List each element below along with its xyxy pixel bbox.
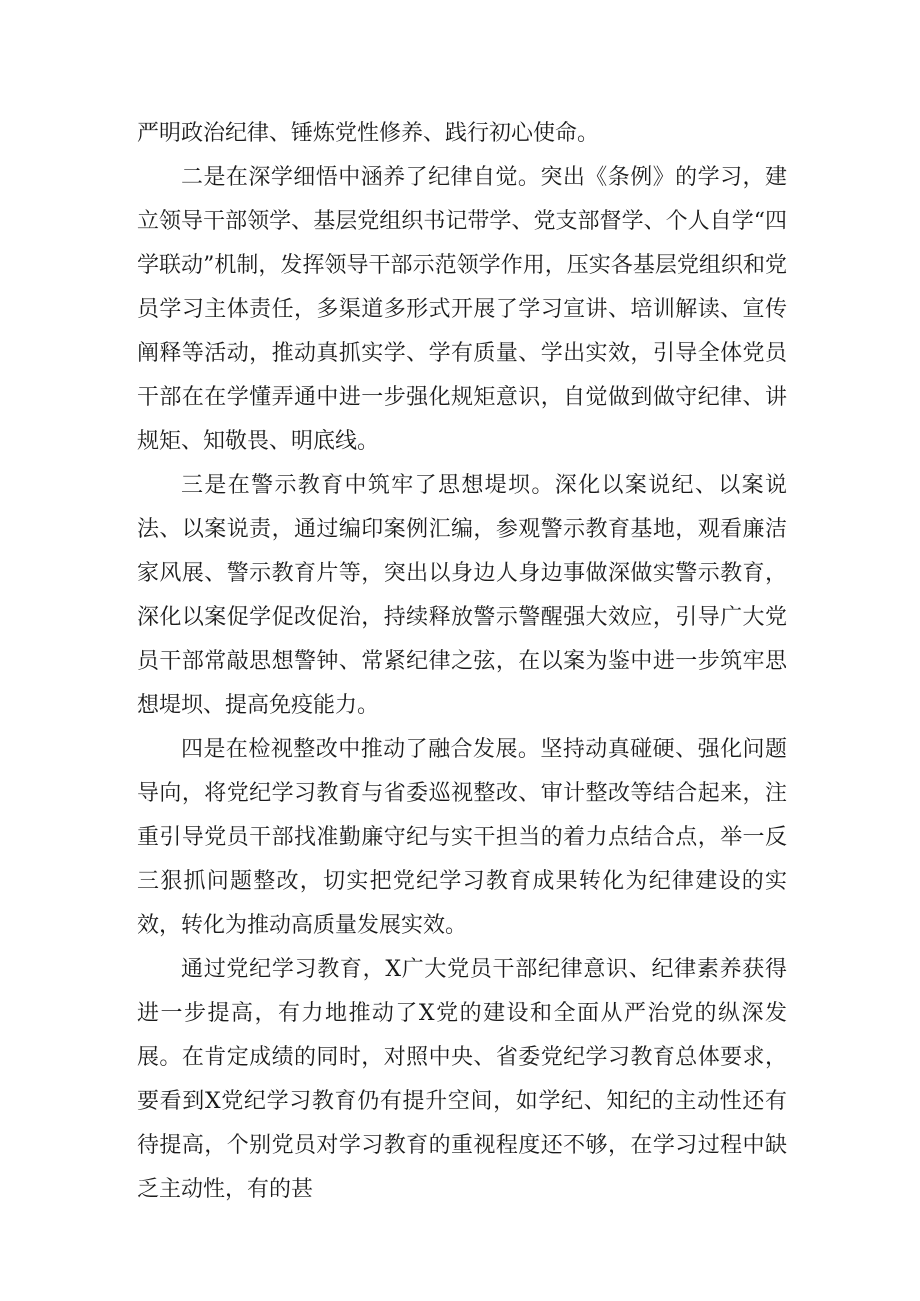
paragraph-continuation: 严明政治纪律、锤炼党性修养、践行初心使命。 bbox=[137, 121, 600, 146]
paragraph-warning-education: 三是在警示教育中筑牢了思想堤坝。深化以案说纪、以案说法、以案说责，通过编印案例汇编，参观警示教育基地，观看廉洁家风展、警示教育片等，突出以身边人身边事做深做实警示教育，深化以案促学促改促治，持续释放警示警醒强大效应，引导广大党员干部常敲思想警钟、常紧纪律之弦，在以案为鉴中进一步筑牢思想堤坝、提高免疫能力。 bbox=[137, 473, 787, 718]
paragraph-study-discipline: 二是在深学细悟中涵养了纪律自觉。突出《条例》的学习，建立领导干部领学、基层党组织书记带学、党支部督学、个人自学“四学联动”机制，发挥领导干部示范领学作用，压实各基层党组织和党员学习主体责任，多渠道多形式开展了学习宣讲、培训解读、宣传阐释等活动，推动真抓实学、学有质量、学出实效，引导全体党员干部在在学懂弄通中进一步强化规矩意识，自觉做到做守纪律、讲规矩、知敬畏、明底线。 bbox=[137, 165, 787, 454]
paragraph-rectification: 四是在检视整改中推动了融合发展。坚持动真碰硬、强化问题导向，将党纪学习教育与省委巡视整改、审计整改等结合起来，注重引导党员干部找准勤廉守纪与实干担当的着力点结合点，举一反三狠抓问题整改，切实把党纪学习教育成果转化为纪律建设的实效，转化为推动高质量发展实效。 bbox=[137, 737, 787, 938]
document-body bbox=[137, 112, 787, 1212]
paragraph-summary: 通过党纪学习教育，X广大党员干部纪律意识、纪律素养获得进一步提高，有力地推动了X党的建设和全面从严治党的纵深发展。在肯定成绩的同时，对照中央、省委党纪学习教育总体要求，要看到X党纪学习教育仍有提升空间，如学纪、知纪的主动性还有待提高，个别党员对学习教育的重视程度还不够，在学习过程中缺乏主动性，有的甚 bbox=[137, 957, 787, 1202]
